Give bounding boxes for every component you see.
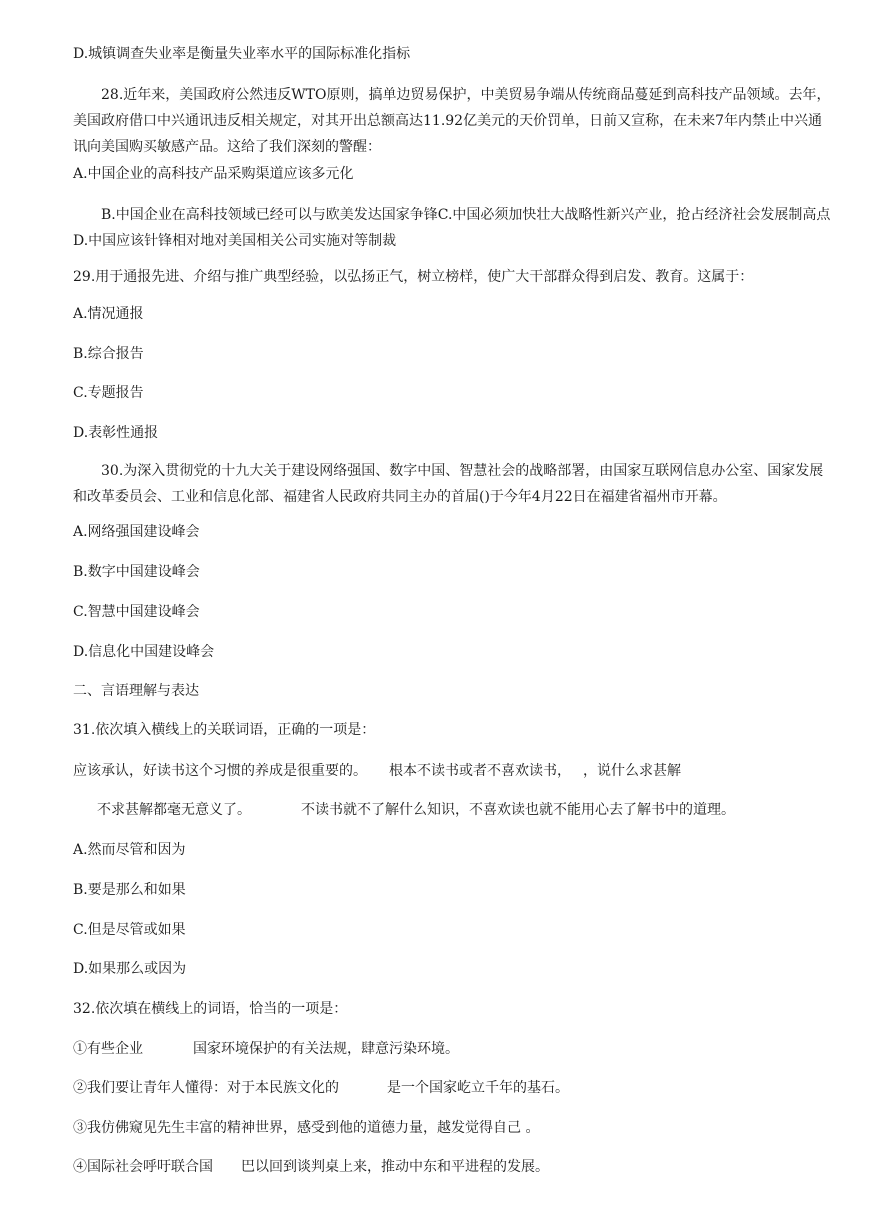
q32-sentence-2 (73, 1076, 829, 1100)
q32-sentence-3: ③我仿佛窥见先生丰富的精神世界，感受到他的道德力量，越发觉得自己 。 (73, 1120, 540, 1136)
q29-option-c: C.专题报告 (73, 385, 144, 401)
q29-option-d: D.表彰性通报 (73, 425, 159, 441)
q32-1a: ①有些企业 (73, 1041, 143, 1057)
q32-sentence-4 (73, 1155, 829, 1179)
q31-option-a: A.然而尽管和因为 (73, 842, 186, 858)
q27-option-d: D.城镇调查失业率是衡量失业率水平的国际标准化指标 (73, 46, 411, 62)
q32-stem: 32.依次填在横线上的词语，恰当的一项是： (73, 1001, 348, 1017)
q28-option-a: A.中国企业的高科技产品采购渠道应该多元化 (73, 166, 354, 182)
q30-option-d: D.信息化中国建设峰会 (73, 644, 215, 660)
q32-sentence-1 (73, 1037, 829, 1061)
q29-stem: 29.用于通报先进、介绍与推广典型经验，以弘扬正气，树立榜样，使广大干部群众得到启发、教育。这属于： (73, 269, 754, 285)
q32-4b: 巴以回到谈判桌上来，推动中东和平进程的发展。 (241, 1159, 549, 1175)
q32-1b: 国家环境保护的有关法规，肆意污染环境。 (193, 1041, 459, 1057)
q31-stem: 31.依次填入横线上的关联词语，正确的一项是： (73, 722, 376, 738)
q31-option-d: D.如果那么或因为 (73, 961, 187, 977)
q28-stem: 28.近年来，美国政府公然违反WTO原则，搞单边贸易保护，中美贸易争端从传统商品蔓延到高科技产品领域。去年，美国政府借口中兴通讯违反相关规定，对其开出总额高达11.92亿美元的天价罚单，日前又宣称，在未来7年内禁止中兴通讯向美国购买敏感产品。这给了我们深刻的警醒： (73, 87, 831, 155)
q31-passage-line-2 (97, 798, 829, 822)
q31-text-2b: 不读书就不了解什么知识，不喜欢读也就不能用心去了解书中的道理。 (301, 802, 735, 818)
q31-text-1a: 应该承认，好读书这个习惯的养成是很重要的。 (73, 763, 367, 779)
q31-option-b: B.要是那么和如果 (73, 882, 186, 898)
q31-text-2a: 不求甚解都毫无意义了。 (97, 802, 251, 818)
q30-stem: 30.为深入贯彻党的十九大关于建设网络强国、数字中国、智慧社会的战略部署，由国家互联网信息办公室、国家发展和改革委员会、工业和信息化部、福建省人民政府共同主办的首届()于今年4月22日在福建省福州市开幕。 (73, 463, 824, 505)
section-heading: 二、言语理解与表达 (73, 683, 199, 699)
q32-2b: 是一个国家屹立千年的基石。 (387, 1080, 569, 1096)
q31-text-1b: 根本不读书或者不喜欢读书， (389, 763, 571, 779)
q29-option-a: A.情况通报 (73, 306, 144, 322)
q31-option-c: C.但是尽管或如果 (73, 922, 186, 938)
q28-options-bcd: B.中国企业在高科技领域已经可以与欧美发达国家争锋C.中国必须加快壮大战略性新兴产业，抢占经济社会发展制高点D.中国应该针锋相对地对美国相关公司实施对等制裁 (73, 207, 831, 249)
q31-passage-line-1 (73, 759, 829, 783)
q30-option-b: B.数字中国建设峰会 (73, 564, 200, 580)
q32-4a: ④国际社会呼吁联合国 (73, 1159, 213, 1175)
q30-option-c: C.智慧中国建设峰会 (73, 604, 200, 620)
q32-2a: ②我们要让青年人懂得：对于本民族文化的 (73, 1080, 339, 1096)
q29-option-b: B.综合报告 (73, 346, 144, 362)
q31-text-1c: ，说什么求甚解 (583, 763, 681, 779)
q30-option-a: A.网络强国建设峰会 (73, 524, 200, 540)
